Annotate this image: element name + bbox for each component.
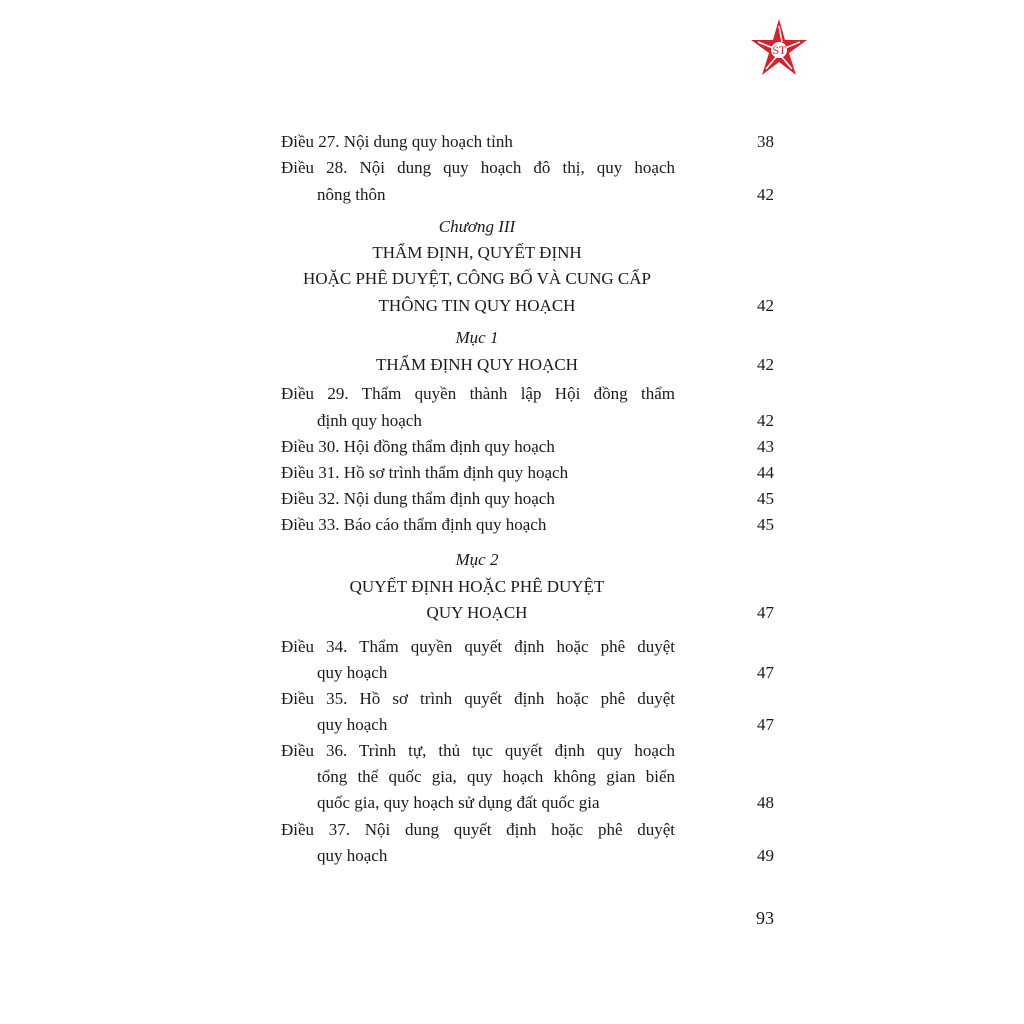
toc-entry-continuation: quy hoạch <box>317 663 388 682</box>
toc-entry-dieu-29: Điều 29. Thẩm quyền thành lập Hội đồng thẩm <box>281 384 675 403</box>
toc-entry-dieu-31: Điều 31. Hồ sơ trình thẩm định quy hoạch <box>281 463 569 482</box>
toc-page-number: 44 <box>757 463 774 482</box>
publisher-star-logo-icon <box>748 18 810 80</box>
chapter-title-line: THẨM ĐỊNH, QUYẾT ĐỊNH <box>372 243 582 262</box>
toc-entry-continuation: nông thôn <box>317 185 386 204</box>
toc-entry-continuation: quy hoạch <box>317 846 388 865</box>
toc-page-number: 42 <box>757 185 774 204</box>
toc-page-number: 43 <box>757 437 774 456</box>
toc-entry-dieu-37: Điều 37. Nội dung quyết định hoặc phê duyệt <box>281 820 675 839</box>
toc-page-number: 42 <box>757 355 774 374</box>
toc-entry-dieu-32: Điều 32. Nội dung thẩm định quy hoạch <box>281 489 555 508</box>
toc-page-number: 48 <box>757 793 774 812</box>
section-title-line: QUY HOẠCH <box>426 603 528 622</box>
section-label: Mục 1 <box>455 328 499 347</box>
toc-entry-dieu-30: Điều 30. Hội đồng thẩm định quy hoạch <box>281 437 555 456</box>
section-label: Mục 2 <box>455 550 499 569</box>
svg-text:ST: ST <box>772 46 786 57</box>
toc-entry-dieu-34: Điều 34. Thẩm quyền quyết định hoặc phê duyệt <box>281 637 675 656</box>
chapter-title-line: HOẶC PHÊ DUYỆT, CÔNG BỐ VÀ CUNG CẤP <box>303 269 651 288</box>
toc-entry-continuation: định quy hoạch <box>317 411 422 430</box>
page-number: 93 <box>756 908 774 928</box>
toc-entry-dieu-28: Điều 28. Nội dung quy hoạch đô thị, quy hoạch <box>281 158 675 177</box>
toc-page-number: 45 <box>757 515 774 534</box>
toc-page-number: 42 <box>757 296 774 315</box>
toc-page-number: 42 <box>757 411 774 430</box>
toc-entry-continuation: quy hoạch <box>317 715 388 734</box>
chapter-title-line: THÔNG TIN QUY HOẠCH <box>378 296 576 315</box>
section-title-line: QUYẾT ĐỊNH HOẶC PHÊ DUYỆT <box>349 577 605 596</box>
chapter-label: Chương III <box>438 217 516 236</box>
section-title: THẨM ĐỊNH QUY HOẠCH <box>376 355 578 374</box>
toc-entry-dieu-33: Điều 33. Báo cáo thẩm định quy hoạch <box>281 515 547 534</box>
toc-page-number: 38 <box>757 132 774 151</box>
toc-entry-dieu-36: Điều 36. Trình tự, thủ tục quyết định quy hoạch <box>281 741 675 760</box>
toc-entry-dieu-27: Điều 27. Nội dung quy hoạch tỉnh <box>281 132 513 151</box>
toc-page-number: 49 <box>757 846 774 865</box>
toc-page-number: 47 <box>757 715 774 734</box>
toc-entry-continuation: quốc gia, quy hoạch sử dụng đất quốc gia <box>317 793 600 812</box>
toc-page-number: 45 <box>757 489 774 508</box>
toc-page-number: 47 <box>757 663 774 682</box>
toc-page-number: 47 <box>757 603 774 622</box>
toc-entry-dieu-35: Điều 35. Hồ sơ trình quyết định hoặc phê duyệt <box>281 689 675 708</box>
toc-entry-continuation: tổng thể quốc gia, quy hoạch không gian biển <box>317 767 675 786</box>
